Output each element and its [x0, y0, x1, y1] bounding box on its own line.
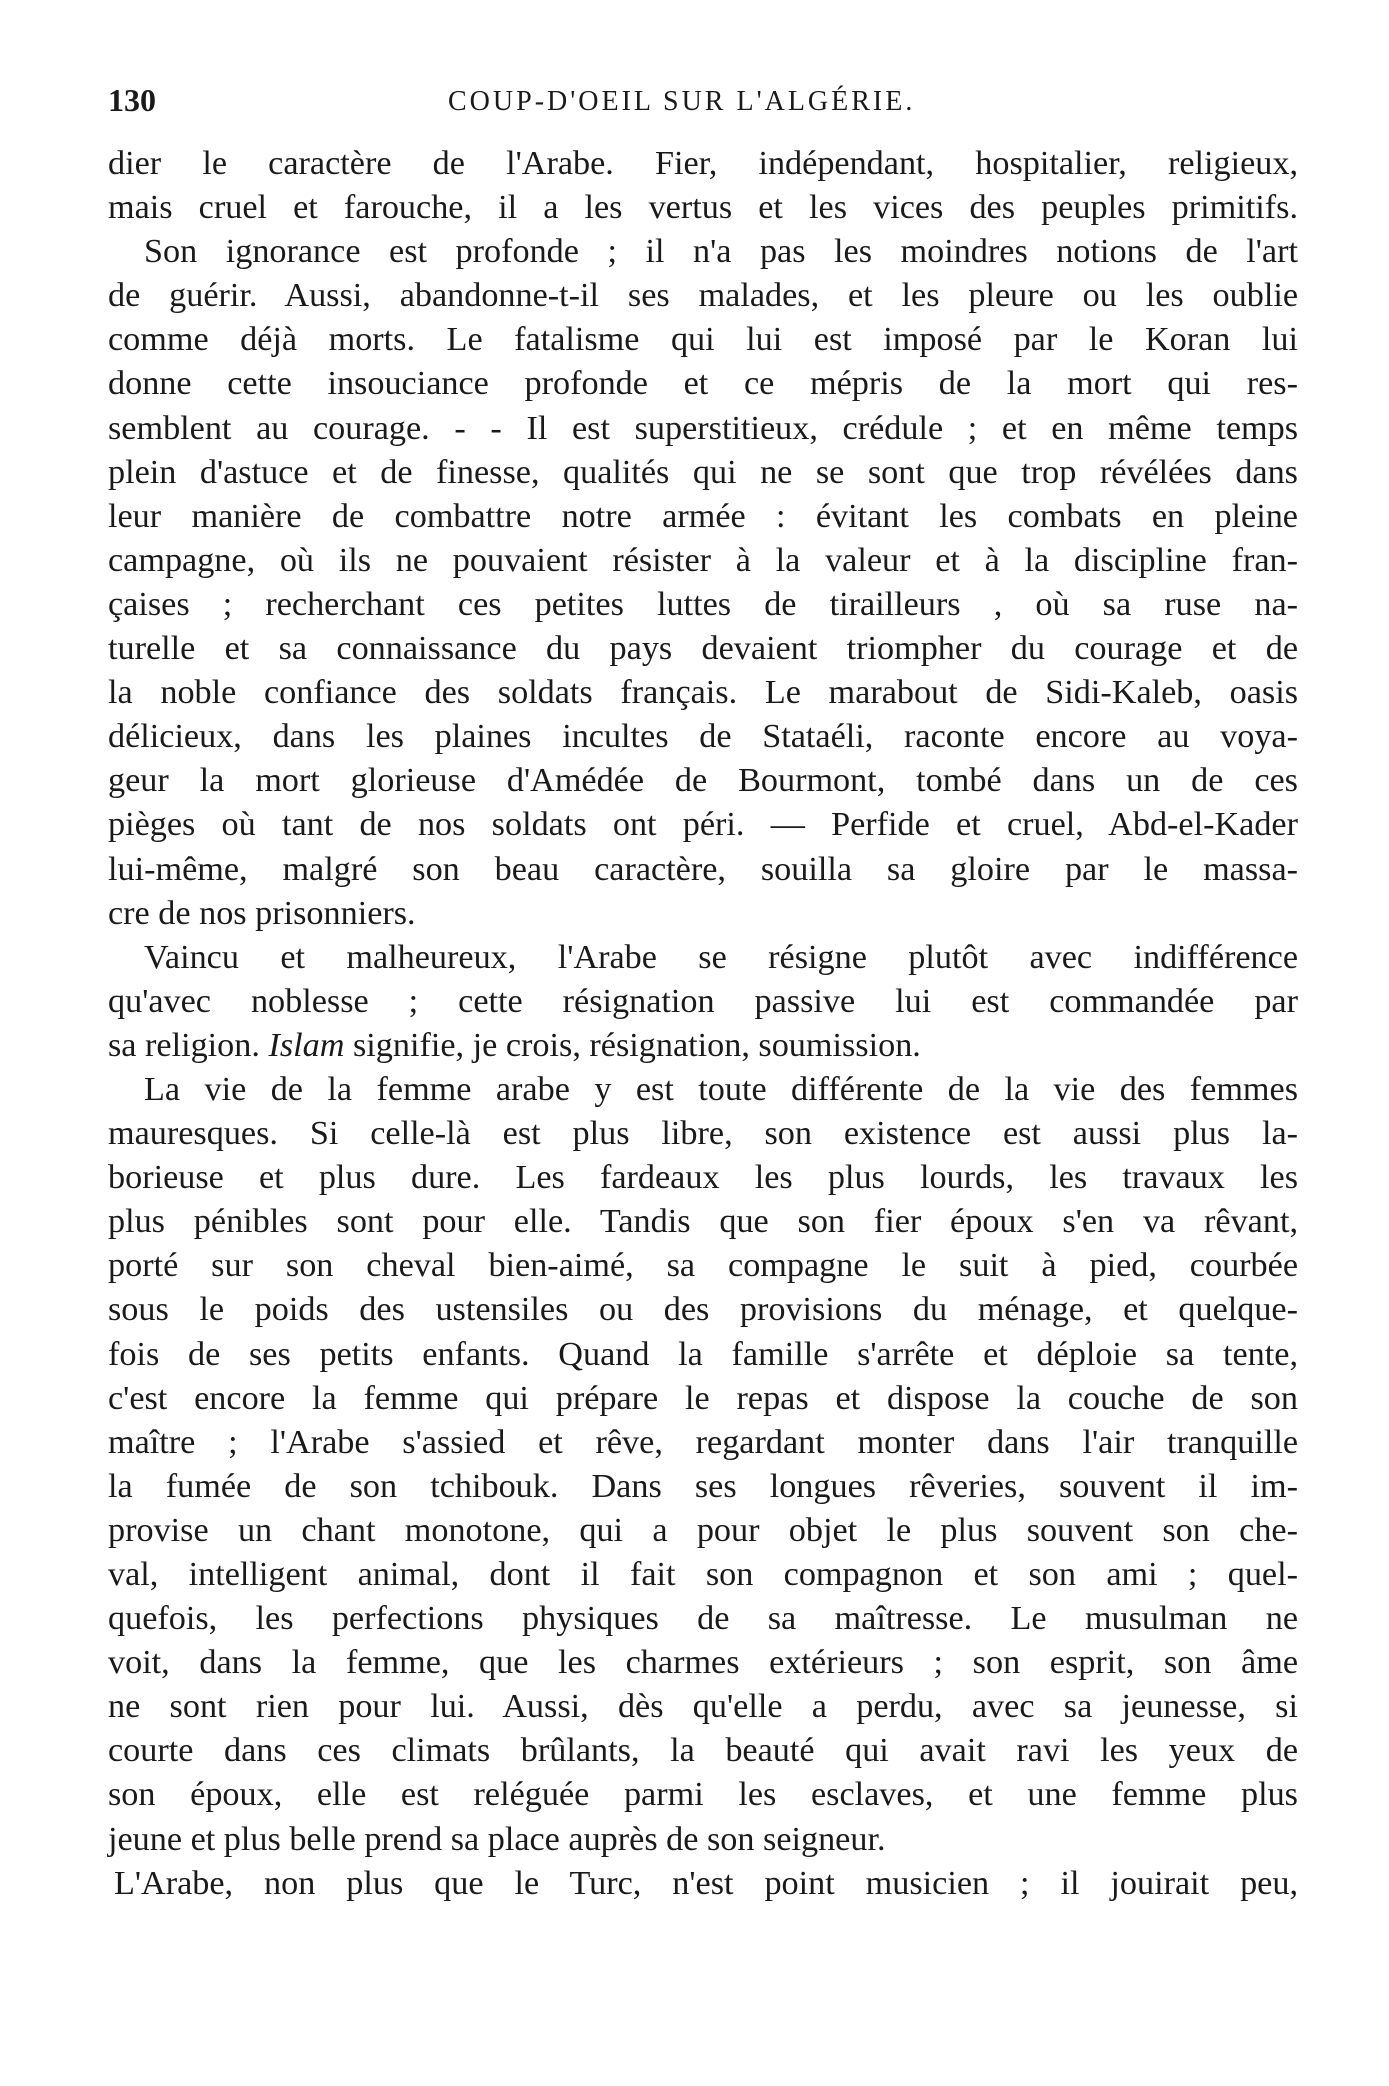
- text-line: délicieux, dans les plaines incultes de Stataéli, raconte encore au voya-: [108, 718, 1298, 756]
- text-line: L'Arabe, non plus que le Turc, n'est point musicien ; il jouirait peu,: [114, 1864, 1298, 1902]
- text-line: turelle et sa connaissance du pays devaient triompher du courage et de: [108, 630, 1298, 668]
- text-line: jeune et plus belle prend sa place auprès de son seigneur.: [108, 1820, 886, 1858]
- text-line: leur manière de combattre notre armée : évitant les combats en pleine: [108, 497, 1298, 535]
- text-line: geur la mort glorieuse d'Amédée de Bourmont, tombé dans un de ces: [108, 762, 1298, 800]
- page-header: [108, 82, 1298, 132]
- text-line: La vie de la femme arabe y est toute différente de la vie des femmes: [144, 1070, 1298, 1108]
- text-line: la fumée de son tchibouk. Dans ses longues rêveries, souvent il im-: [108, 1467, 1298, 1505]
- text-line: Son ignorance est profonde ; il n'a pas les moindres notions de l'art: [144, 233, 1298, 271]
- text-line: donne cette insouciance profonde et ce mépris de la mort qui res-: [108, 365, 1298, 403]
- text-line: de guérir. Aussi, abandonne-t-il ses malades, et les pleure ou les oublie: [108, 277, 1298, 315]
- text-line: la noble confiance des soldats français. Le marabout de Sidi-Kaleb, oasis: [108, 674, 1298, 712]
- running-title: COUP-D'OEIL SUR L'ALGÉRIE.: [448, 86, 916, 117]
- text-line: Vaincu et malheureux, l'Arabe se résigne plutôt avec indifférence: [144, 938, 1298, 976]
- text-fragment: signifie, je crois, résignation, soumission.: [344, 1026, 921, 1064]
- text-line: cre de nos prisonniers.: [108, 894, 416, 932]
- text-line: val, intelligent animal, dont il fait son compagnon et son ami ; quel-: [108, 1556, 1298, 1593]
- text-fragment: sa religion.: [108, 1026, 260, 1064]
- text-line: maître ; l'Arabe s'assied et rêve, regardant monter dans l'air tranquille: [108, 1423, 1298, 1461]
- text-line: dier le caractère de l'Arabe. Fier, indépendant, hospitalier, religieux,: [108, 145, 1298, 182]
- text-line: son époux, elle est reléguée parmi les esclaves, et une femme plus: [108, 1776, 1298, 1814]
- text-line: çaises ; recherchant ces petites luttes de tirailleurs , où sa ruse na-: [108, 585, 1298, 623]
- text-line: porté sur son cheval bien-aimé, sa compagne le suit à pied, courbée: [108, 1247, 1298, 1285]
- text-line: mauresques. Si celle-là est plus libre, son existence est aussi plus la-: [108, 1115, 1298, 1153]
- text-line: voit, dans la femme, que les charmes extérieurs ; son esprit, son âme: [108, 1644, 1298, 1682]
- text-line: lui-même, malgré son beau caractère, souilla sa gloire par le massa-: [108, 850, 1298, 888]
- text-line: ne sont rien pour lui. Aussi, dès qu'elle a perdu, avec sa jeunesse, si: [108, 1688, 1298, 1726]
- body-text: [108, 142, 1298, 1906]
- text-line: provise un chant monotone, qui a pour objet le plus souvent son che-: [108, 1511, 1298, 1549]
- text-line: sous le poids des ustensiles ou des provisions du ménage, et quelque-: [108, 1291, 1298, 1329]
- islam-word: Islam: [268, 1026, 345, 1064]
- text-line: comme déjà morts. Le fatalisme qui lui est imposé par le Koran lui: [108, 321, 1298, 359]
- text-line: borieuse et plus dure. Les fardeaux les plus lourds, les travaux les: [108, 1159, 1298, 1197]
- text-line: quefois, les perfections physiques de sa maîtresse. Le musulman ne: [108, 1600, 1298, 1638]
- text-line: pièges où tant de nos soldats ont péri. — Perfide et cruel, Abd-el-Kader: [108, 806, 1298, 844]
- text-line: c'est encore la femme qui prépare le repas et dispose la couche de son: [108, 1379, 1298, 1417]
- text-line: fois de ses petits enfants. Quand la famille s'arrête et déploie sa tente,: [108, 1335, 1298, 1373]
- text-line: plus pénibles sont pour elle. Tandis que son fier époux s'en va rêvant,: [108, 1203, 1298, 1241]
- text-line: plein d'astuce et de finesse, qualités qui ne se sont que trop révélées dans: [108, 453, 1298, 491]
- text-line: qu'avec noblesse ; cette résignation passive lui est commandée par: [108, 982, 1298, 1020]
- page-number: 130: [108, 82, 156, 118]
- text-line-islam: [108, 1024, 1298, 1068]
- text-line: courte dans ces climats brûlants, la beauté qui avait ravi les yeux de: [108, 1732, 1298, 1770]
- text-line: mais cruel et farouche, il a les vertus et les vices des peuples primitifs.: [108, 189, 1298, 227]
- text-line: semblent au courage. - - Il est superstitieux, crédule ; et en même temps: [108, 409, 1298, 447]
- text-line: campagne, où ils ne pouvaient résister à la valeur et à la discipline fran-: [108, 541, 1298, 579]
